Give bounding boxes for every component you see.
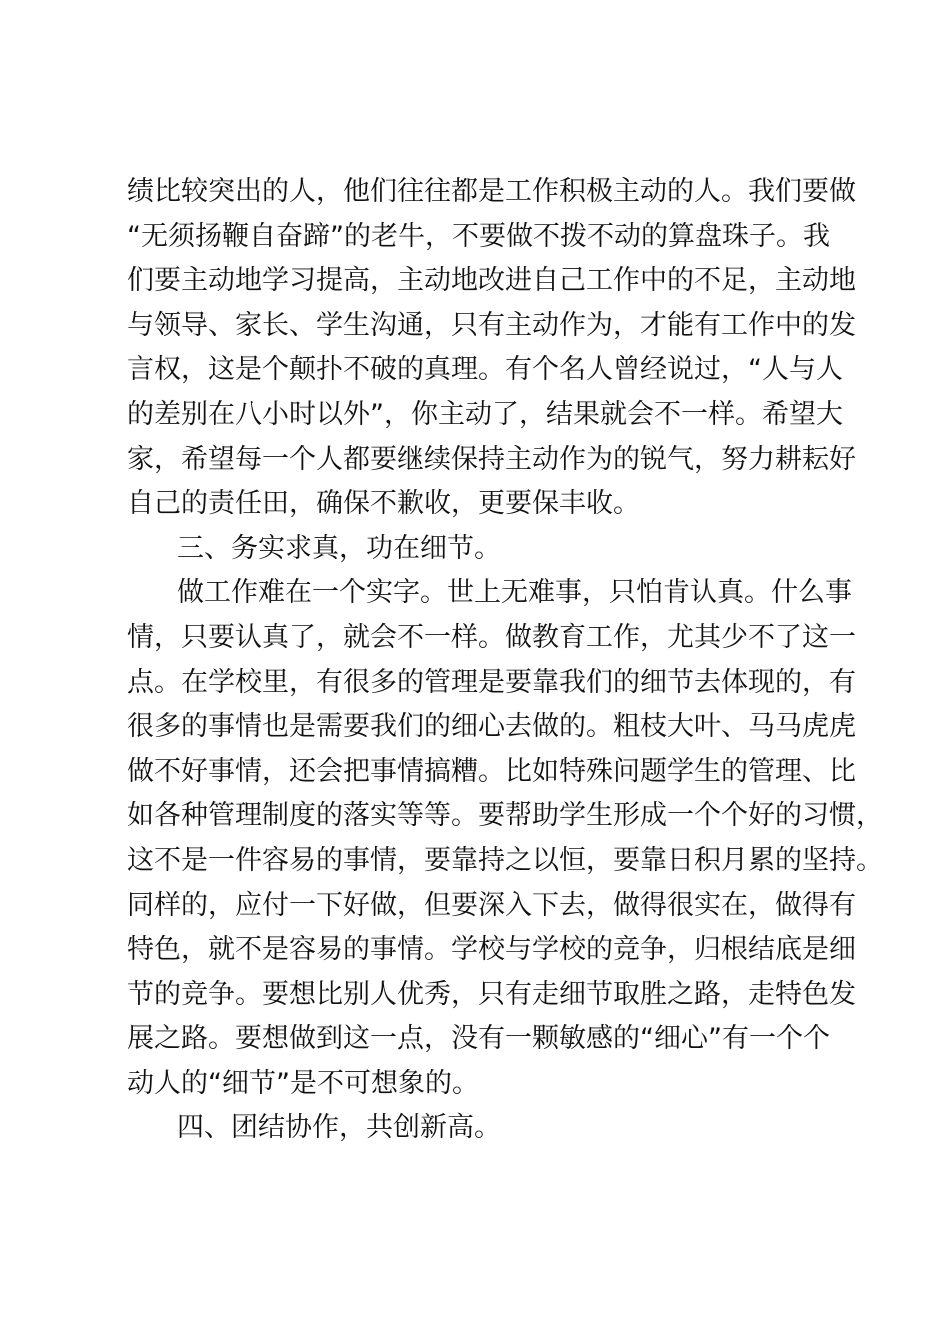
paragraph-line: 言权，这是个颠扑不破的真理。有个名人曾经说过，“人与人 xyxy=(127,354,843,386)
paragraph-line: 同样的，应付一下好做，但要深入下去，做得很实在，做得有 xyxy=(127,889,856,921)
paragraph-line: “无须扬鞭自奋蹄”的老牛，不要做不拨不动的算盘珠子。我 xyxy=(127,220,830,252)
paragraph-line: 很多的事情也是需要我们的细心去做的。粗枝大叶、马马虎虎 xyxy=(127,711,856,743)
paragraph-line: 节的竞争。要想比别人优秀，只有走细节取胜之路，走特色发 xyxy=(127,978,856,1010)
paragraph-line: 家，希望每一个人都要继续保持主动作为的锐气，努力耕耘好 xyxy=(127,443,856,475)
paragraph-line: 特色，就不是容易的事情。学校与学校的竞争，归根结底是细 xyxy=(127,934,856,966)
paragraph-line: 与领导、家长、学生沟通，只有主动作为，才能有工作中的发 xyxy=(127,309,856,341)
section-heading-4: 四、团结协作，共创新高。 xyxy=(177,1112,501,1144)
paragraph-line: 如各种管理制度的落实等等。要帮助学生形成一个个好的习惯， xyxy=(127,800,883,832)
paragraph-line: 的差别在八小时以外”，你主动了，结果就会不一样。希望大 xyxy=(127,398,843,430)
paragraph-line: 点。在学校里，有很多的管理是要靠我们的细节去体现的，有 xyxy=(127,666,856,698)
section-heading-3: 三、务实求真，功在细节。 xyxy=(177,532,501,564)
paragraph-line: 展之路。要想做到这一点，没有一颗敏感的“细心”有一个个 xyxy=(127,1023,830,1055)
document-body xyxy=(127,170,883,1151)
paragraph-line: 绩比较突出的人，他们往往都是工作积极主动的人。我们要做 xyxy=(127,176,856,207)
paragraph-line: 动人的“细节”是不可想象的。 xyxy=(127,1067,479,1099)
paragraph-line: 自己的责任田，确保不歉收，更要保丰收。 xyxy=(127,488,640,520)
paragraph-line: 做工作难在一个实字。世上无难事，只怕肯认真。什么事 xyxy=(177,577,852,609)
paragraph-line: 情，只要认真了，就会不一样。做教育工作，尤其少不了这一 xyxy=(127,621,856,653)
paragraph-line: 们要主动地学习提高，主动地改进自己工作中的不足，主动地 xyxy=(127,265,856,297)
paragraph-line: 做不好事情，还会把事情搞糟。比如特殊问题学生的管理、比 xyxy=(127,755,856,787)
paragraph-line: 这不是一件容易的事情，要靠持之以恒，要靠日积月累的坚持。 xyxy=(127,844,883,876)
